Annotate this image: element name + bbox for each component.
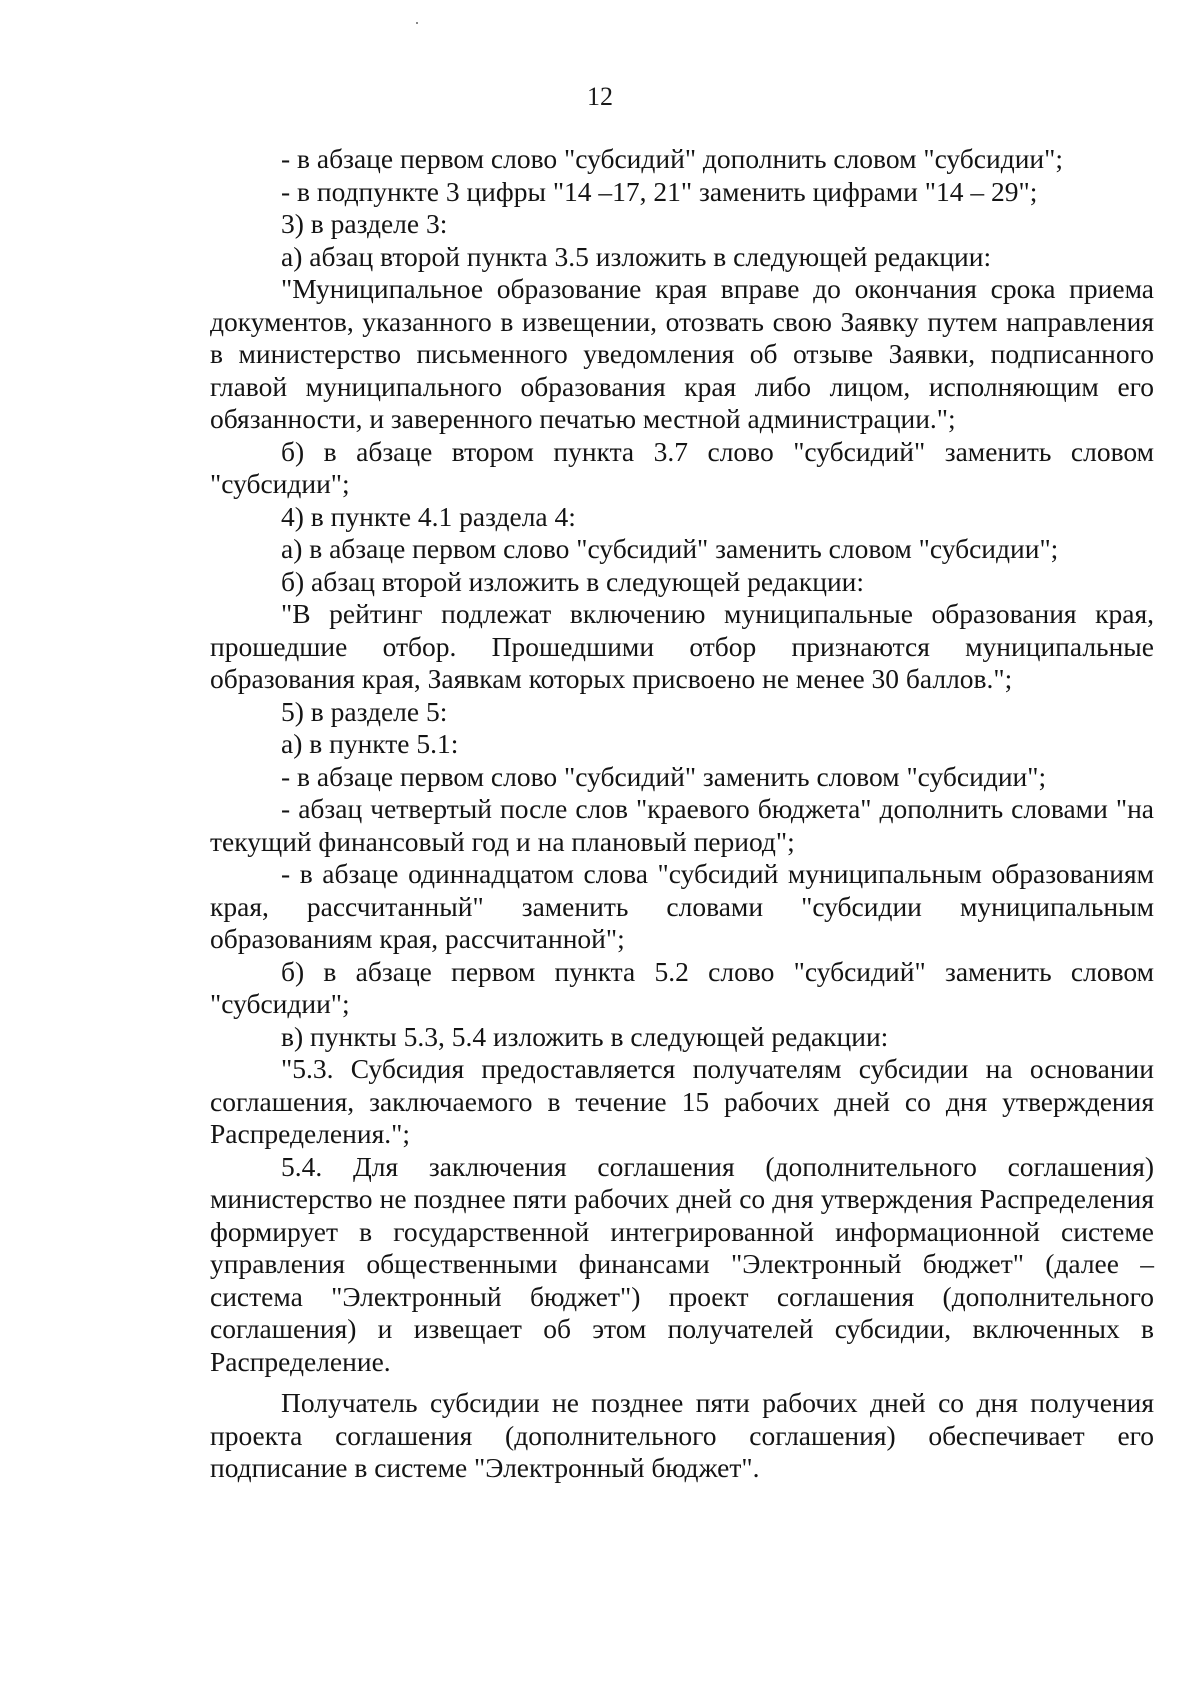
paragraph: - в абзаце одиннадцатом слова "субсидий муниципальным образованиям края, рассчитанный" заменить словами "субсидии муниципальным образованиям края, рассчитанной"; (210, 858, 1154, 954)
paragraph: б) абзац второй изложить в следующей редакции: (281, 565, 865, 597)
paragraph: "5.3. Субсидия предоставляется получателям субсидии на основании соглашения, заключаемого в течение 15 рабочих дней со дня утверждения Распределения."; (210, 1053, 1154, 1149)
paragraph: 5) в разделе 5: (281, 695, 448, 727)
paragraph: Получатель субсидии не позднее пяти рабочих дней со дня получения проекта соглашения (дополнительного соглашения) обеспечивает его подписание в системе "Электронный бюджет". (210, 1387, 1154, 1483)
paragraph: 4) в пункте 4.1 раздела 4: (281, 500, 576, 532)
paragraph: - в подпункте 3 цифры "14 –17, 21" заменить цифрами "14 – 29"; (281, 175, 1038, 207)
paragraph: - в абзаце первом слово "субсидий" заменить словом "субсидии"; (281, 760, 1047, 792)
paragraph: - в абзаце первом слово "субсидий" дополнить словом "субсидии"; (281, 143, 1064, 174)
paragraph: б) в абзаце втором пункта 3.7 слово "субсидий" заменить словом "субсидии"; (210, 435, 1154, 499)
paragraph: - абзац четвертый после слов "краевого бюджета" дополнить словами "на текущий финансовый год и на плановый период"; (210, 793, 1154, 857)
paragraph: 5.4. Для заключения соглашения (дополнительного соглашения) министерство не позднее пяти рабочих дней со дня утверждения Распределения формирует в государственной интегрированной информационной системе управления общественными финансами "Электронный бюджет" (далее – система "Электронный бюджет") проект соглашения (дополнительного соглашения) и извещает об этом получателей субсидии, включенных в Распределение. (210, 1150, 1154, 1377)
page-number: 12 (587, 82, 613, 111)
paragraph: "Муниципальное образование края вправе до окончания срока приема документов, указанного в извещении, отозвать свою Заявку путем направления в министерство письменного уведомления об отзыве Заявки, подписанного главой муниципального образования края либо лицом, исполняющим его обязанности, и заверенного печатью местной администрации."; (210, 273, 1154, 434)
scan-artifact (416, 22, 418, 24)
paragraph: 3) в разделе 3: (281, 208, 448, 239)
paragraph: а) абзац второй пункта 3.5 изложить в следующей редакции: (281, 240, 992, 272)
paragraph: а) в абзаце первом слово "субсидий" заменить словом "субсидии"; (281, 533, 1059, 564)
paragraph: "В рейтинг подлежат включению муниципальные образования края, прошедшие отбор. Прошедшими отбор признаются муниципальные образования края, Заявкам которых присвоено не менее 30 баллов."; (210, 598, 1154, 694)
paragraph: б) в абзаце первом пункта 5.2 слово "субсидий" заменить словом "субсидии"; (210, 955, 1154, 1019)
paragraph: а) в пункте 5.1: (281, 728, 459, 759)
document-body (210, 143, 1154, 1485)
paragraph: в) пункты 5.3, 5.4 изложить в следующей редакции: (281, 1020, 889, 1052)
